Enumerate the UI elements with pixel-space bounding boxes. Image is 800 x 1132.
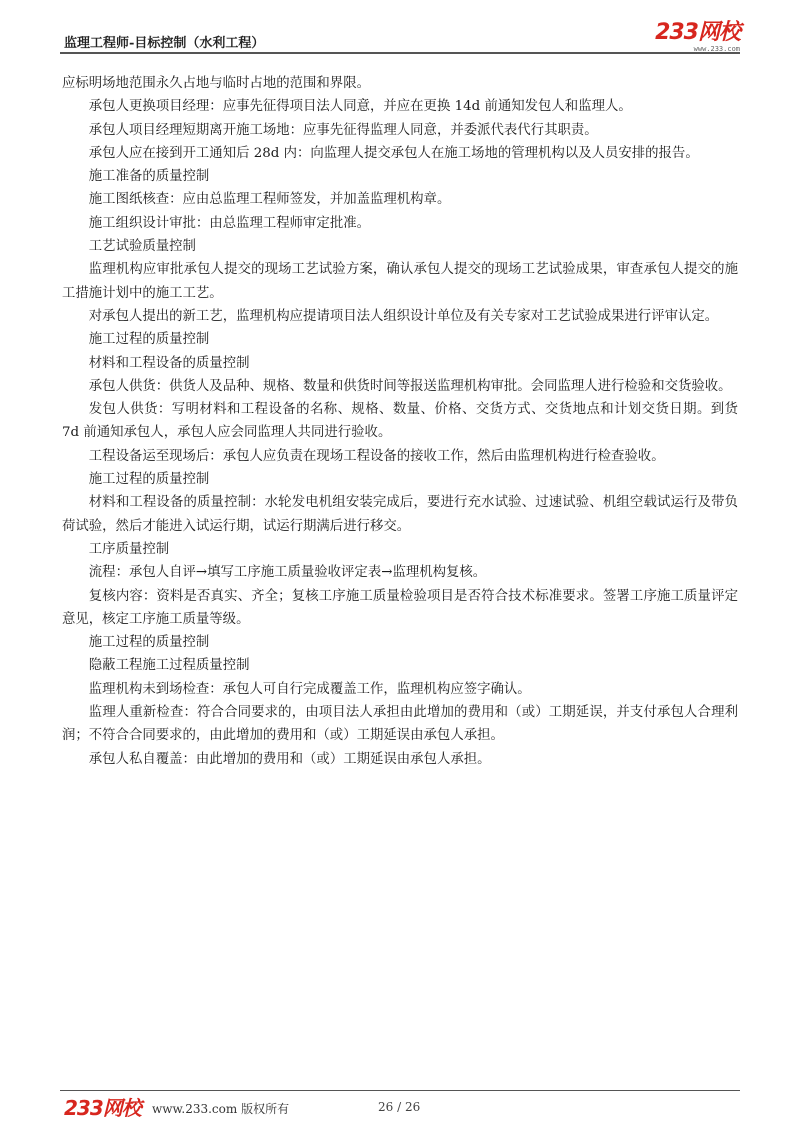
page-header [60, 22, 740, 56]
body-paragraph: 施工组织设计审批：由总监理工程师审定批准。 [88, 215, 370, 231]
footer-copyright: www.233.com 版权所有 [152, 1102, 290, 1116]
body-paragraph: 对承包人提出的新工艺，监理机构应提请项目法人组织设计单位及有关专家对工艺试验成果进行评审认定。 [88, 308, 719, 324]
footer-divider [60, 1090, 740, 1091]
body-paragraph: 工艺试验质量控制 [88, 239, 196, 255]
body-paragraph: 隐蔽工程施工过程质量控制 [88, 658, 250, 674]
page-footer [60, 1094, 740, 1120]
body-paragraph: 施工准备的质量控制 [88, 169, 210, 185]
body-paragraph: 材料和工程设备的质量控制 [88, 355, 250, 371]
page-number: 26 / 26 [378, 1100, 421, 1114]
body-paragraph: 材料和工程设备的质量控制：水轮发电机组安装完成后，要进行充水试验、过速试验、机组空载试运行及带负荷试验，然后才能进入试运行期，试运行期满后进行移交。 [62, 495, 738, 534]
footer-brand-logo: 233网校 [64, 1096, 141, 1120]
body-paragraph: 工序质量控制 [88, 541, 170, 557]
body-paragraph: 施工过程的质量控制 [88, 635, 210, 651]
body-paragraph: 施工过程的质量控制 [88, 472, 210, 488]
brand-logo-url: www.233.com [693, 45, 740, 53]
body-paragraph: 承包人供货：供货人及品种、规格、数量和供货时间等报送监理机构审批。会同监理人进行检验和交货验收。 [88, 378, 732, 394]
document-title: 监理工程师-目标控制（水利工程） [64, 36, 265, 51]
body-paragraph: 施工图纸核查：应由总监理工程师签发，并加盖监理机构章。 [88, 192, 451, 208]
body-paragraph: 承包人应在接到开工通知后 28d 内：向监理人提交承包人在施工场地的管理机构以及人员安排的报告。 [88, 145, 699, 161]
body-paragraph: 监理机构未到场检查：承包人可自行完成覆盖工作，监理机构应签字确认。 [88, 681, 531, 697]
body-paragraph: 工程设备运至现场后：承包人应负责在现场工程设备的接收工作，然后由监理机构进行检查验收。 [88, 448, 665, 464]
body-paragraph: 承包人更换项目经理：应事先征得项目法人同意，并应在更换 14d 前通知发包人和监理人。 [88, 99, 632, 115]
body-paragraph: 监理机构应审批承包人提交的现场工艺试验方案，确认承包人提交的现场工艺试验成果，审查承包人提交的施工措施计划中的施工工艺。 [62, 262, 738, 301]
header-divider [60, 52, 740, 54]
body-paragraph: 承包人私自覆盖：由此增加的费用和（或）工期延误由承包人承担。 [88, 751, 491, 767]
document-body [62, 72, 738, 771]
body-paragraph: 承包人项目经理短期离开施工场地：应事先征得监理人同意，并委派代表代行其职责。 [88, 122, 598, 138]
body-paragraph: 施工过程的质量控制 [88, 332, 210, 348]
brand-logo [655, 22, 740, 53]
body-paragraph: 复核内容：资料是否真实、齐全；复核工序施工质量检验项目是否符合技术标准要求。签署工序施工质量评定意见，核定工序施工质量等级。 [62, 588, 738, 627]
body-paragraph: 应标明场地范围永久占地与临时占地的范围和界限。 [62, 76, 370, 91]
body-paragraph: 发包人供货：写明材料和工程设备的名称、规格、数量、价格、交货方式、交货地点和计划交货日期。到货 7d 前通知承包人，承包人应会同监理人共同进行验收。 [62, 402, 738, 441]
body-paragraph: 流程：承包人自评→填写工序施工质量验收评定表→监理机构复核。 [88, 565, 487, 581]
body-paragraph: 监理人重新检查：符合合同要求的，由项目法人承担由此增加的费用和（或）工期延误，并支付承包人合理利润；不符合合同要求的，由此增加的费用和（或）工期延误由承包人承担。 [62, 705, 738, 744]
brand-logo-text: 233网校 [655, 20, 740, 45]
